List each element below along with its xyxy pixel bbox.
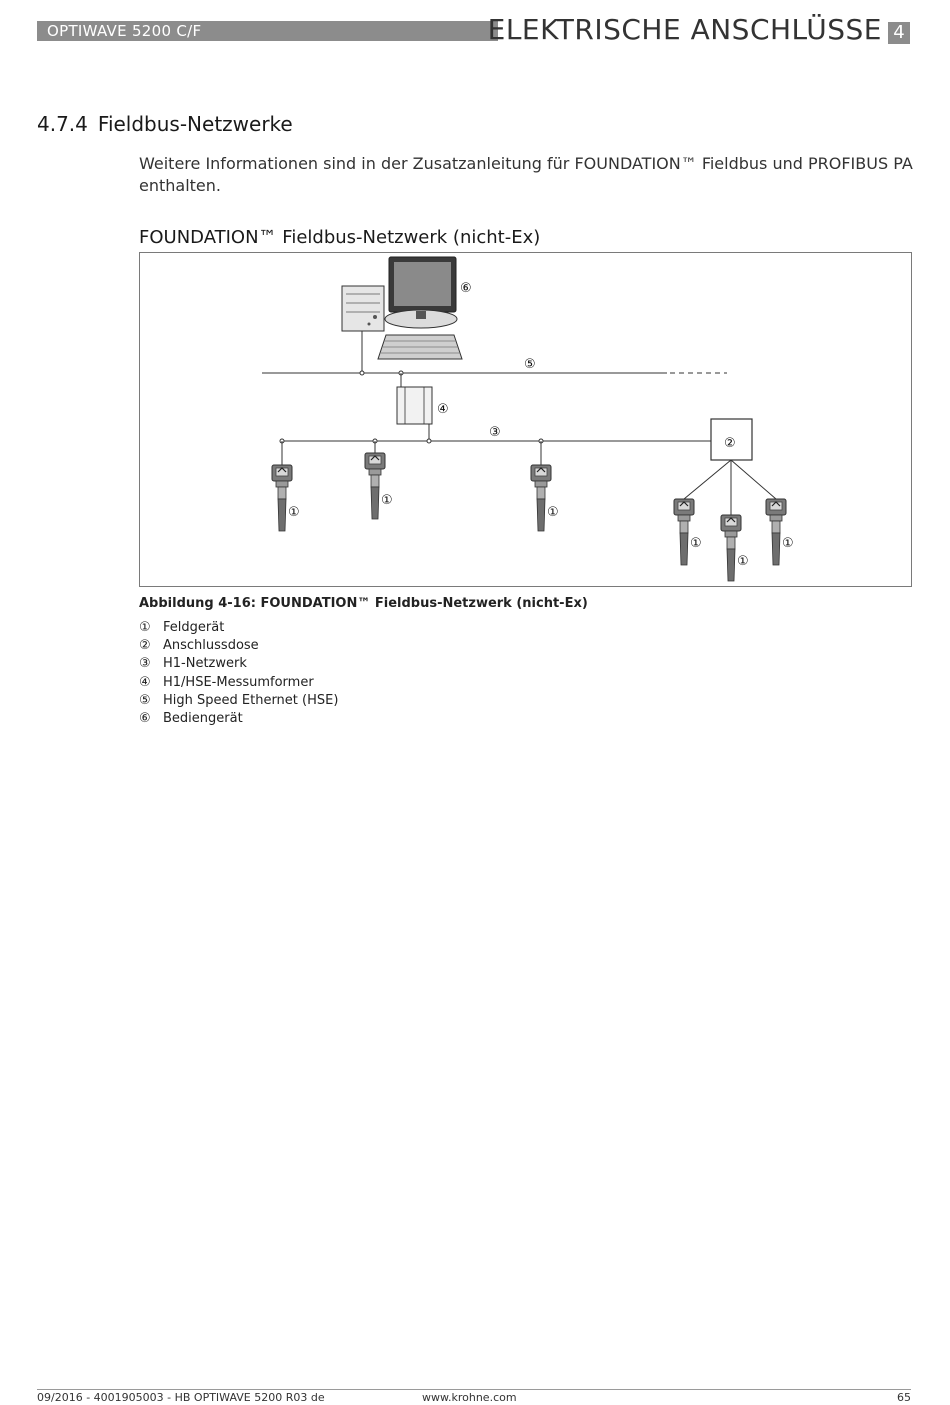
header-chapter-title: ELEKTRISCHE ANSCHLÜSSE: [487, 13, 882, 46]
operator-workstation: [342, 257, 472, 359]
legend-marker: ④: [139, 674, 151, 690]
field-device-1: [272, 465, 300, 531]
legend-item: [139, 637, 338, 655]
network-diagram-svg: [140, 253, 913, 588]
footer-document-id: 09/2016 - 4001905003 - HB OPTIWAVE 5200 R03 de: [37, 1391, 325, 1404]
figure-title: FOUNDATION™ Fieldbus-Netzwerk (nicht-Ex): [139, 227, 541, 248]
field-device-3: [531, 465, 559, 531]
legend-marker: ⑥: [139, 710, 151, 726]
legend-label: Bediengerät: [163, 710, 243, 726]
header-chapter-number: 4: [888, 22, 910, 44]
legend-label: High Speed Ethernet (HSE): [163, 692, 339, 708]
callout-field-device-3: ①: [547, 505, 559, 520]
callout-h1-network: ③: [489, 425, 501, 440]
figure-legend: [139, 619, 338, 728]
figure-caption: Abbildung 4-16: FOUNDATION™ Fieldbus-Netzwerk (nicht-Ex): [139, 596, 588, 611]
legend-marker: ⑤: [139, 692, 151, 708]
h1-hse-converter: [397, 373, 449, 441]
callout-field-device-2: ①: [381, 493, 393, 508]
legend-item: [139, 619, 338, 637]
legend-label: H1/HSE-Messumformer: [163, 674, 314, 690]
callout-field-device-4: ①: [690, 536, 702, 551]
intro-paragraph: Weitere Informationen sind in der Zusatzanleitung für FOUNDATION™ Fieldbus und PROFIBUS PA enthalten.: [139, 154, 913, 195]
legend-label: Feldgerät: [163, 620, 225, 635]
footer-website: www.krohne.com: [422, 1391, 517, 1404]
callout-junction-box: ②: [724, 436, 736, 451]
legend-item: [139, 710, 338, 728]
header-product-name: OPTIWAVE 5200 C/F: [47, 22, 202, 40]
field-device-2: [365, 453, 393, 519]
callout-converter: ④: [437, 402, 449, 417]
callout-hse: ⑤: [524, 357, 536, 372]
section-heading: [37, 112, 293, 136]
legend-marker: ②: [139, 638, 151, 654]
hse-network-line: [262, 331, 727, 375]
callout-field-device-1: ①: [288, 505, 300, 520]
callout-operator: ⑥: [460, 281, 472, 296]
h1-network-line: [280, 425, 711, 465]
section-title: Fieldbus-Netzwerke: [97, 112, 293, 136]
callout-field-device-6: ①: [782, 536, 794, 551]
legend-item: [139, 692, 338, 710]
legend-item: [139, 655, 338, 673]
junction-box: [684, 419, 776, 515]
legend-item: [139, 674, 338, 692]
section-number: 4.7.4: [37, 112, 88, 136]
callout-field-device-5: ①: [737, 554, 749, 569]
legend-label: Anschlussdose: [163, 638, 259, 654]
network-diagram: [139, 252, 912, 587]
legend-marker: ①: [139, 620, 151, 635]
field-device-6: [766, 499, 794, 565]
legend-marker: ③: [139, 656, 151, 672]
field-device-4: [674, 499, 702, 565]
footer-divider: [37, 1389, 911, 1390]
footer-page-number: 65: [897, 1391, 911, 1404]
legend-label: H1-Netzwerk: [163, 656, 247, 672]
field-device-5: [721, 515, 749, 581]
